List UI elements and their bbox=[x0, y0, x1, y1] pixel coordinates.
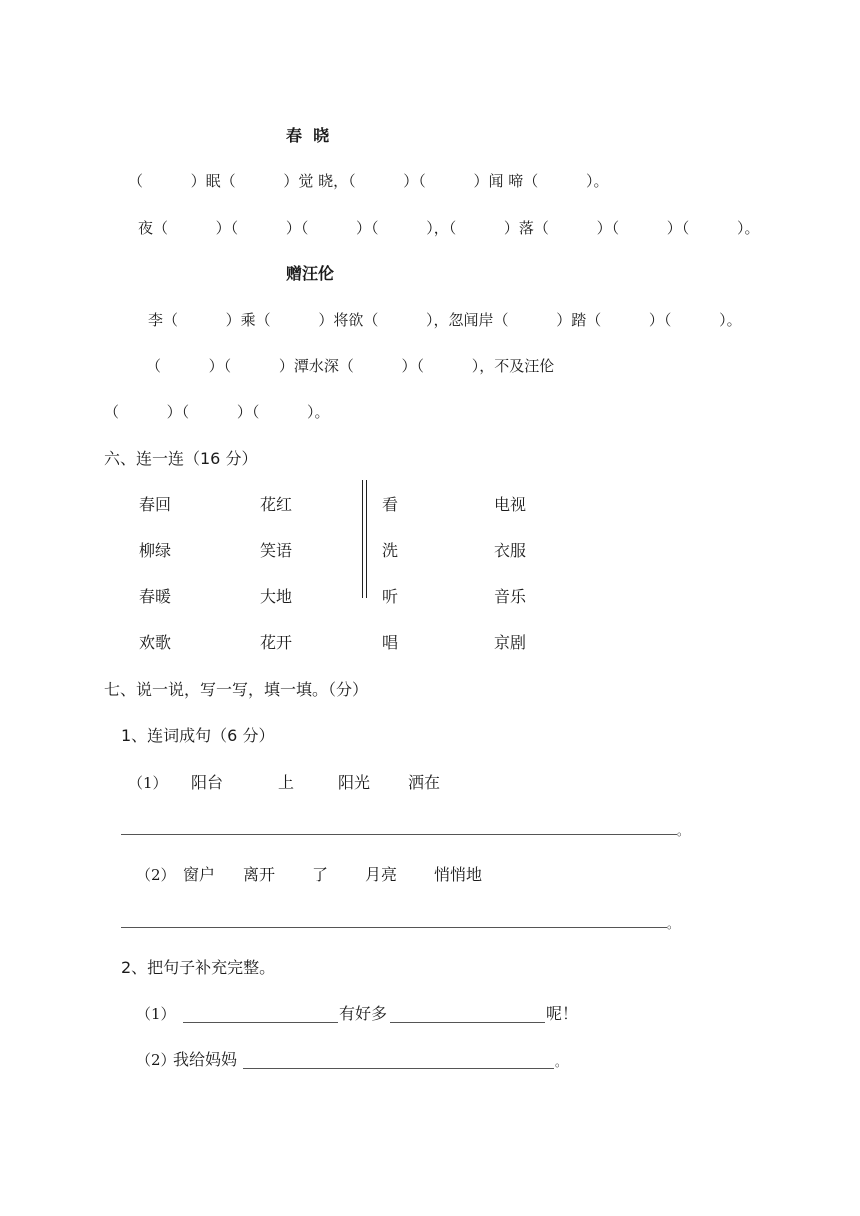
poem2-line-1: 李（ ）乘（ ）将欲（ ），忽闻岸（ ）踏（ ）（ ）。 bbox=[148, 311, 742, 329]
q2-word-2: 离开 bbox=[243, 865, 276, 884]
q2-answer-line[interactable] bbox=[121, 927, 667, 928]
poem-title-chunxiao: 春 晓 bbox=[286, 126, 330, 145]
match-left-3b[interactable]: 大地 bbox=[260, 587, 293, 606]
fill-q2-period: 。 bbox=[555, 1055, 568, 1069]
match-right-2d[interactable]: 衣服 bbox=[494, 541, 527, 560]
fill-q2-blank[interactable] bbox=[243, 1068, 554, 1069]
q1-word-3: 阳光 bbox=[338, 773, 371, 792]
q2-word-5: 悄悄地 bbox=[434, 865, 483, 884]
match-left-4b[interactable]: 花开 bbox=[260, 633, 293, 652]
q1-word-4: 洒在 bbox=[408, 773, 441, 792]
fill-q2-number: （2） bbox=[136, 1051, 176, 1069]
q2-word-3: 了 bbox=[312, 865, 329, 884]
section6-heading: 六、连一连（16 分） bbox=[104, 449, 258, 468]
q1-word-2: 上 bbox=[278, 773, 295, 792]
match-left-1b[interactable]: 花红 bbox=[260, 495, 293, 514]
fill-q1-number: （1） bbox=[136, 1005, 176, 1023]
match-left-2b[interactable]: 笑语 bbox=[260, 541, 293, 560]
poem1-line-1: （ ）眠（ ）觉 晓，（ ）（ ）闻 啼（ ）。 bbox=[128, 172, 609, 190]
poem1-line-2: 夜（ ）（ ）（ ）（ ），（ ）落（ ）（ ）（ ）。 bbox=[138, 219, 760, 237]
match-right-2c[interactable]: 洗 bbox=[382, 541, 399, 560]
match-right-4d[interactable]: 京剧 bbox=[494, 633, 527, 652]
section7-part1-heading: 1、连词成句（6 分） bbox=[121, 726, 275, 745]
match-right-4c[interactable]: 唱 bbox=[382, 633, 399, 652]
poem2-line-3: （ ）（ ）（ ）。 bbox=[104, 403, 330, 421]
poem-title-zengwanglun: 赠汪伦 bbox=[286, 264, 335, 283]
fill-q1-end: 呢！ bbox=[546, 1004, 579, 1023]
match-left-3a[interactable]: 春暖 bbox=[139, 587, 172, 606]
divider-line-right bbox=[366, 480, 367, 598]
q1-answer-line[interactable] bbox=[121, 834, 677, 835]
q1-word-1: 阳台 bbox=[191, 773, 224, 792]
match-left-4a[interactable]: 欢歌 bbox=[139, 633, 172, 652]
q2-word-4: 月亮 bbox=[365, 865, 398, 884]
divider-line-left bbox=[362, 480, 363, 598]
fill-q2-prefix: 我给妈妈 bbox=[173, 1050, 238, 1069]
section7-part2-heading: 2、把句子补充完整。 bbox=[121, 958, 276, 977]
match-left-1a[interactable]: 春回 bbox=[139, 495, 172, 514]
q2-period: 。 bbox=[667, 917, 680, 931]
q2-number: （2） bbox=[136, 866, 176, 884]
match-right-1d[interactable]: 电视 bbox=[494, 495, 527, 514]
fill-q1-blank-1[interactable] bbox=[183, 1022, 338, 1023]
section7-heading: 七、说一说，写一写，填一填。（分） bbox=[104, 680, 369, 699]
q2-word-1: 窗户 bbox=[183, 865, 216, 884]
q1-period: 。 bbox=[677, 824, 690, 838]
poem2-line-2: （ ）（ ）潭水深（ ）（ ），不及汪伦 bbox=[146, 357, 555, 375]
match-right-3d[interactable]: 音乐 bbox=[494, 587, 527, 606]
match-right-3c[interactable]: 听 bbox=[382, 587, 399, 606]
q1-number: （1） bbox=[128, 774, 168, 792]
match-right-1c[interactable]: 看 bbox=[382, 495, 399, 514]
match-left-2a[interactable]: 柳绿 bbox=[139, 541, 172, 560]
fill-q1-middle: 有好多 bbox=[339, 1004, 388, 1023]
fill-q1-blank-2[interactable] bbox=[390, 1022, 545, 1023]
